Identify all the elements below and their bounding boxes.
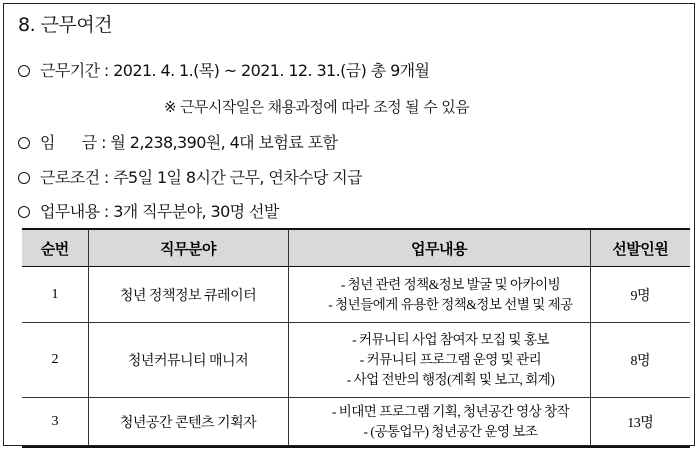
duty-line: - 청년들에게 유용한 정책&정보 선별 및 제공 <box>328 296 573 312</box>
header-duties: 업무내용 <box>288 229 590 267</box>
cell-count: 8명 <box>590 323 690 398</box>
cell-field: 청년 정책정보 큐레이터 <box>88 267 288 323</box>
duty-line: - 커뮤니티 사업 참여자 모집 및 홍보 <box>352 332 549 347</box>
cell-no: 3 <box>22 398 88 448</box>
header-count: 선발인원 <box>590 229 690 267</box>
cell-field: 청년공간 콘텐츠 기획자 <box>88 398 288 448</box>
duty-line: - 청년 관련 정책&정보 발굴 및 아카이빙 <box>340 276 561 292</box>
circle-bullet-icon <box>18 206 30 218</box>
job-table <box>22 228 690 448</box>
condition-value: 2021. 4. 1.(목) ~ 2021. 12. 31.(금) 총 9개월 <box>113 61 430 80</box>
start-date-note: ※ 근무시작일은 채용과정에 따라 조정 될 수 있음 <box>164 98 470 116</box>
cell-count: 9명 <box>590 267 690 323</box>
condition-label: 근로조건 <box>40 168 100 187</box>
circle-bullet-icon <box>18 137 30 149</box>
cell-no: 2 <box>22 323 88 398</box>
table-row <box>22 323 690 398</box>
table-row <box>22 267 690 323</box>
cell-no: 1 <box>22 267 88 323</box>
condition-value: 3개 직무분야, 30명 선발 <box>113 202 279 221</box>
condition-label: 업무내용 <box>40 202 100 221</box>
condition-wage: 임 금 : 월 2,238,390원, 4대 보험료 포함 <box>18 130 337 153</box>
circle-bullet-icon <box>18 65 30 77</box>
cell-duties <box>288 267 590 323</box>
table-header-row <box>22 229 690 267</box>
duty-line: - 비대면 프로그램 기획, 청년공간 영상 창작 <box>331 404 570 419</box>
cell-duties <box>288 398 590 448</box>
cell-count: 13명 <box>590 398 690 448</box>
table-row <box>22 398 690 448</box>
condition-duties: 업무내용 : 3개 직무분야, 30명 선발 <box>18 199 279 222</box>
condition-label: 임 금 <box>40 133 97 152</box>
condition-label: 근무기간 <box>40 61 100 80</box>
header-no: 순번 <box>22 229 88 267</box>
condition-work-terms: 근로조건 : 주5일 1일 8시간 근무, 연차수당 지급 <box>18 165 362 188</box>
duty-line: - 사업 전반의 행정(계획 및 보고, 회계) <box>346 372 555 387</box>
duty-line: - 커뮤니티 프로그램 운영 및 관리 <box>359 352 542 367</box>
header-field: 직무분야 <box>88 229 288 267</box>
circle-bullet-icon <box>18 172 30 184</box>
cell-duties <box>288 323 590 398</box>
condition-period: 근무기간 : 2021. 4. 1.(목) ~ 2021. 12. 31.(금) 총 9개월 <box>18 58 429 81</box>
duty-line: - (공통업무) 청년공간 운영 보조 <box>363 424 538 439</box>
cell-field: 청년커뮤니티 매니저 <box>88 323 288 398</box>
section-title: 8. 근무여건 <box>18 14 113 36</box>
condition-value: 월 2,238,390원, 4대 보험료 포함 <box>110 133 338 152</box>
condition-value: 주5일 1일 8시간 근무, 연차수당 지급 <box>113 168 362 187</box>
